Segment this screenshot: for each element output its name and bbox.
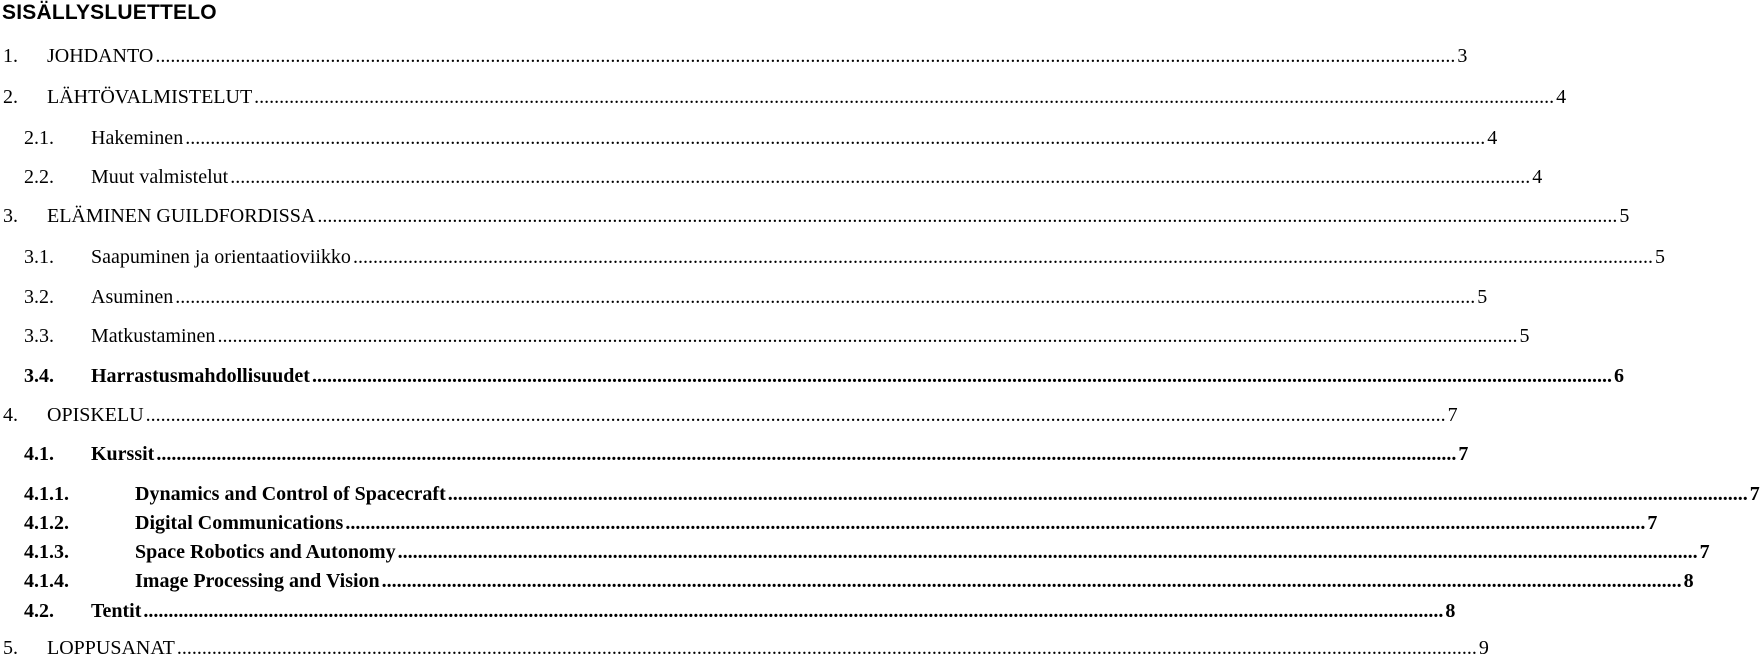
- toc-entry-page: 7: [1699, 541, 1710, 563]
- toc-entry-number: 2.2.: [24, 166, 54, 188]
- toc-entry-number: 2.1.: [24, 127, 54, 149]
- toc-leader-dots: ....................................................................................................................................................................................................................................................................: [447, 483, 1748, 505]
- toc-entry-page: 7: [1458, 443, 1469, 465]
- toc-entry-page: 4: [1487, 127, 1498, 149]
- toc-entry-2-1[interactable]: [0, 127, 1498, 153]
- toc-leader-dots: ....................................................................................................................................................................................................................................................................: [254, 86, 1555, 108]
- toc-entry-number: 3.: [3, 205, 18, 227]
- toc-entry-2[interactable]: [0, 86, 1567, 112]
- toc-entry-page: 9: [1478, 637, 1489, 659]
- toc-entry-4-1-3[interactable]: [0, 541, 1710, 567]
- toc-entry-title: Tentit: [91, 600, 142, 622]
- toc-entry-4-1[interactable]: [0, 443, 1469, 469]
- toc-entry-title: Saapuminen ja orientaatioviikko: [91, 246, 351, 268]
- toc-entry-page: 7: [1447, 404, 1458, 426]
- toc-entry-number: 4.1.: [24, 443, 54, 465]
- toc-entry-title: Image Processing and Vision: [135, 570, 380, 592]
- toc-entry-page: 7: [1647, 512, 1658, 534]
- toc-leader-dots: ....................................................................................................................................................................................................................................................................: [345, 512, 1646, 534]
- toc-leader-dots: ....................................................................................................................................................................................................................................................................: [145, 404, 1446, 426]
- toc-entry-title: Muut valmistelut: [91, 166, 229, 188]
- toc-entry-page: 5: [1619, 205, 1630, 227]
- toc-entry-4-1-1[interactable]: [0, 483, 1760, 509]
- toc-entry-page: 5: [1519, 325, 1530, 347]
- toc-leader-dots: ....................................................................................................................................................................................................................................................................: [156, 443, 1457, 465]
- toc-entry-3[interactable]: [0, 205, 1630, 231]
- toc-entry-number: 3.1.: [24, 246, 54, 268]
- toc-entry-title: Space Robotics and Autonomy: [135, 541, 396, 563]
- toc-entry-number: 4.2.: [24, 600, 54, 622]
- toc-entry-title: Digital Communications: [135, 512, 344, 534]
- toc-entry-4-1-4[interactable]: [0, 570, 1694, 596]
- toc-entry-title: ELÄMINEN GUILDFORDISSA: [47, 205, 316, 227]
- toc-entry-2-2[interactable]: [0, 166, 1543, 192]
- toc-entry-page: 4: [1532, 166, 1543, 188]
- toc-entry-title: Kurssit: [91, 443, 155, 465]
- toc-entry-number: 3.2.: [24, 286, 54, 308]
- toc-entry-number: 4.1.3.: [24, 541, 69, 563]
- toc-entry-3-3[interactable]: [0, 325, 1530, 351]
- toc-entry-page: 8: [1445, 600, 1456, 622]
- toc-leader-dots: ....................................................................................................................................................................................................................................................................: [217, 325, 1518, 347]
- toc-leader-dots: ....................................................................................................................................................................................................................................................................: [352, 246, 1653, 268]
- toc-leader-dots: ....................................................................................................................................................................................................................................................................: [155, 45, 1456, 67]
- toc-leader-dots: ....................................................................................................................................................................................................................................................................: [143, 600, 1444, 622]
- toc-entry-number: 4.: [3, 404, 18, 426]
- toc-entry-page: 4: [1556, 86, 1567, 108]
- toc-entry-title: Hakeminen: [91, 127, 184, 149]
- toc-entry-3-2[interactable]: [0, 286, 1488, 312]
- toc-entry-1[interactable]: [0, 45, 1468, 71]
- toc-entry-page: 7: [1749, 483, 1760, 505]
- toc-leader-dots: ....................................................................................................................................................................................................................................................................: [185, 127, 1486, 149]
- toc-entry-4-1-2[interactable]: [0, 512, 1658, 538]
- toc-entry-title: LOPPUSANAT: [47, 637, 175, 659]
- toc-entry-number: 4.1.2.: [24, 512, 69, 534]
- toc-entry-page: 5: [1477, 286, 1488, 308]
- toc-entry-title: JOHDANTO: [47, 45, 154, 67]
- toc-leader-dots: ....................................................................................................................................................................................................................................................................: [397, 541, 1698, 563]
- toc-leader-dots: ....................................................................................................................................................................................................................................................................: [175, 286, 1476, 308]
- toc-entry-number: 1.: [3, 45, 18, 67]
- toc-entry-4-2[interactable]: [0, 600, 1456, 626]
- toc-entry-number: 4.1.4.: [24, 570, 69, 592]
- toc-entry-page: 3: [1457, 45, 1468, 67]
- toc-entry-number: 5.: [3, 637, 18, 659]
- toc-entry-title: Harrastusmahdollisuudet: [91, 365, 310, 387]
- toc-entry-3-1[interactable]: [0, 246, 1665, 272]
- toc-leader-dots: ....................................................................................................................................................................................................................................................................: [317, 205, 1618, 227]
- toc-entry-number: 3.4.: [24, 365, 54, 387]
- toc-leader-dots: ....................................................................................................................................................................................................................................................................: [311, 365, 1612, 387]
- toc-entry-5[interactable]: [0, 637, 1489, 663]
- toc-entry-number: 2.: [3, 86, 18, 108]
- toc-heading: SISÄLLYSLUETTELO: [2, 1, 217, 24]
- toc-entry-page: 5: [1654, 246, 1665, 268]
- toc-leader-dots: ....................................................................................................................................................................................................................................................................: [230, 166, 1531, 188]
- toc-leader-dots: ....................................................................................................................................................................................................................................................................: [381, 570, 1682, 592]
- toc-entry-title: Asuminen: [91, 286, 174, 308]
- toc-entry-4[interactable]: [0, 404, 1458, 430]
- toc-entry-page: 8: [1683, 570, 1694, 592]
- toc-entry-title: OPISKELU: [47, 404, 144, 426]
- toc-entry-title: Dynamics and Control of Spacecraft: [135, 483, 446, 505]
- toc-leader-dots: ....................................................................................................................................................................................................................................................................: [176, 637, 1477, 659]
- toc-entry-3-4[interactable]: [0, 365, 1624, 391]
- toc-entry-title: Matkustaminen: [91, 325, 216, 347]
- toc-entry-title: LÄHTÖVALMISTELUT: [47, 86, 253, 108]
- toc-entry-page: 6: [1613, 365, 1624, 387]
- toc-entry-number: 3.3.: [24, 325, 54, 347]
- toc-entry-number: 4.1.1.: [24, 483, 69, 505]
